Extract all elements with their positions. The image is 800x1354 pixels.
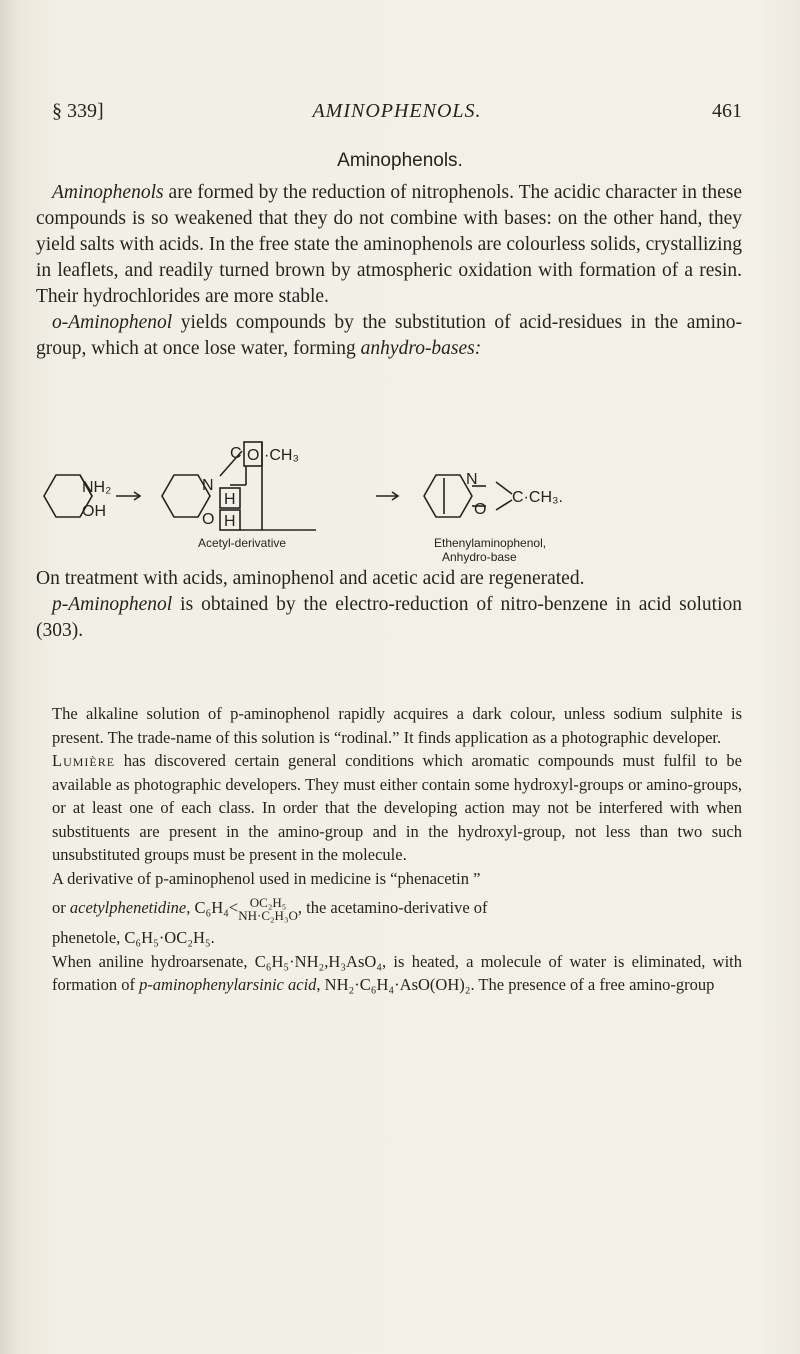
caption-acetyl-derivative: Acetyl-derivative xyxy=(198,536,287,550)
term-anhydro-bases: anhydro-bases: xyxy=(360,338,482,359)
page-number: 461 xyxy=(712,100,742,122)
caption-anhydro-base: Anhydro-base xyxy=(442,550,517,564)
term-aminophenylarsinic-acid: p-aminophenylarsinic acid xyxy=(139,975,317,995)
label-right-o: O xyxy=(474,501,487,518)
term-o-aminophenol: o-Aminophenol xyxy=(52,312,173,333)
label-h2: H xyxy=(224,513,236,530)
term-p-aminophenol: p-Aminophenol xyxy=(52,594,173,615)
middle-text xyxy=(36,566,742,644)
label-c-ch3: C·CH₃. xyxy=(512,489,563,506)
label-ch3: ·CH₃ xyxy=(264,447,299,464)
label-right-n: N xyxy=(466,471,478,488)
running-title: AMINOPHENOLS. xyxy=(312,100,482,122)
page-header xyxy=(52,100,742,128)
paragraph-phenetole: phenetole, C₆H₅·OC₂H₅. xyxy=(52,928,215,948)
section-number: § 339] xyxy=(52,100,104,122)
paragraph-lumiere: Lumière has discovered certain general conditions which aromatic compounds must fulfil to be available as photographic developers. They must either contain some hydroxyl-groups or amino-groups, or at least one of each class. In order that the developing action may not be interfered with when substituents are present in the amino-group and in the hydroxyl-group, not less than two such unsubstituted groups must be present in the molecule. xyxy=(52,751,742,864)
paragraph-acetylphenetidine: or acetylphenetidine, C₆H₄< OC₂H₅ NH·C₂H₃O , the acetamino-derivative of xyxy=(52,895,488,924)
section-title: Aminophenols. xyxy=(337,150,463,171)
formula-fraction: OC₂H₅ NH·C₂H₃O xyxy=(238,895,298,924)
label-nh2: NH₂ xyxy=(82,479,112,496)
paragraph-aminophenols: Aminophenols are formed by the reduction of nitrophenols. The acidic character in these compounds is so weakened that they do not combine with bases: on the other hand, they yield salts with acids. In the free state the aminophenols are colourless solids, crystallizing in leaflets, and readily turned brown by atmospheric oxidation with formation of a resin. Their hydrochlorides are more stable. xyxy=(36,182,742,307)
term-aminophenols: Aminophenols xyxy=(52,182,164,203)
paragraph-o-aminophenol: o-Aminophenol yields compounds by the substitution of acid-residues in the amino-group, which at once lose water, forming anhydro-bases: xyxy=(36,312,742,359)
paragraph-arsinic-acid: When aniline hydroarsenate, C₆H₅·NH₂,H₃AsO₄, is heated, a molecule of water is eliminated, with formation of p-aminophenylarsinic acid, NH₂·C₆H₄·AsO(OH)₂. The presence of a free amino-group xyxy=(52,951,742,995)
reaction-diagram xyxy=(34,406,734,564)
label-oh: OH xyxy=(82,503,106,520)
label-n: N xyxy=(202,477,214,494)
paragraph-rodinal: The alkaline solution of p-aminophenol rapidly acquires a dark colour, unless sodium sulphite is present. The trade-name of this solution is “rodinal.” It finds application as a photographic developer. xyxy=(52,704,742,747)
paragraph-p-aminophenol: p-Aminophenol is obtained by the electro-reduction of nitro-benzene in acid solution (303). xyxy=(36,594,742,641)
paragraph-treatment: On treatment with acids, aminophenol and acetic acid are regenerated. xyxy=(36,568,585,589)
label-h1: H xyxy=(224,491,236,508)
label-c: C xyxy=(230,445,242,462)
term-acetylphenetidine: acetylphenetidine xyxy=(69,898,187,917)
label-o-box: O xyxy=(247,447,260,464)
intro-text xyxy=(36,180,742,362)
caption-ethenylaminophenol: Ethenylaminophenol, xyxy=(434,536,547,550)
name-lumiere: Lumière xyxy=(52,751,116,770)
benzene-ring-right xyxy=(424,475,472,517)
reaction-scheme-svg xyxy=(34,406,734,564)
paragraph-phenacetin: A derivative of p-aminophenol used in medicine is “phenacetin ” xyxy=(52,868,481,888)
label-o: O xyxy=(202,511,215,528)
small-print-text xyxy=(52,702,742,997)
